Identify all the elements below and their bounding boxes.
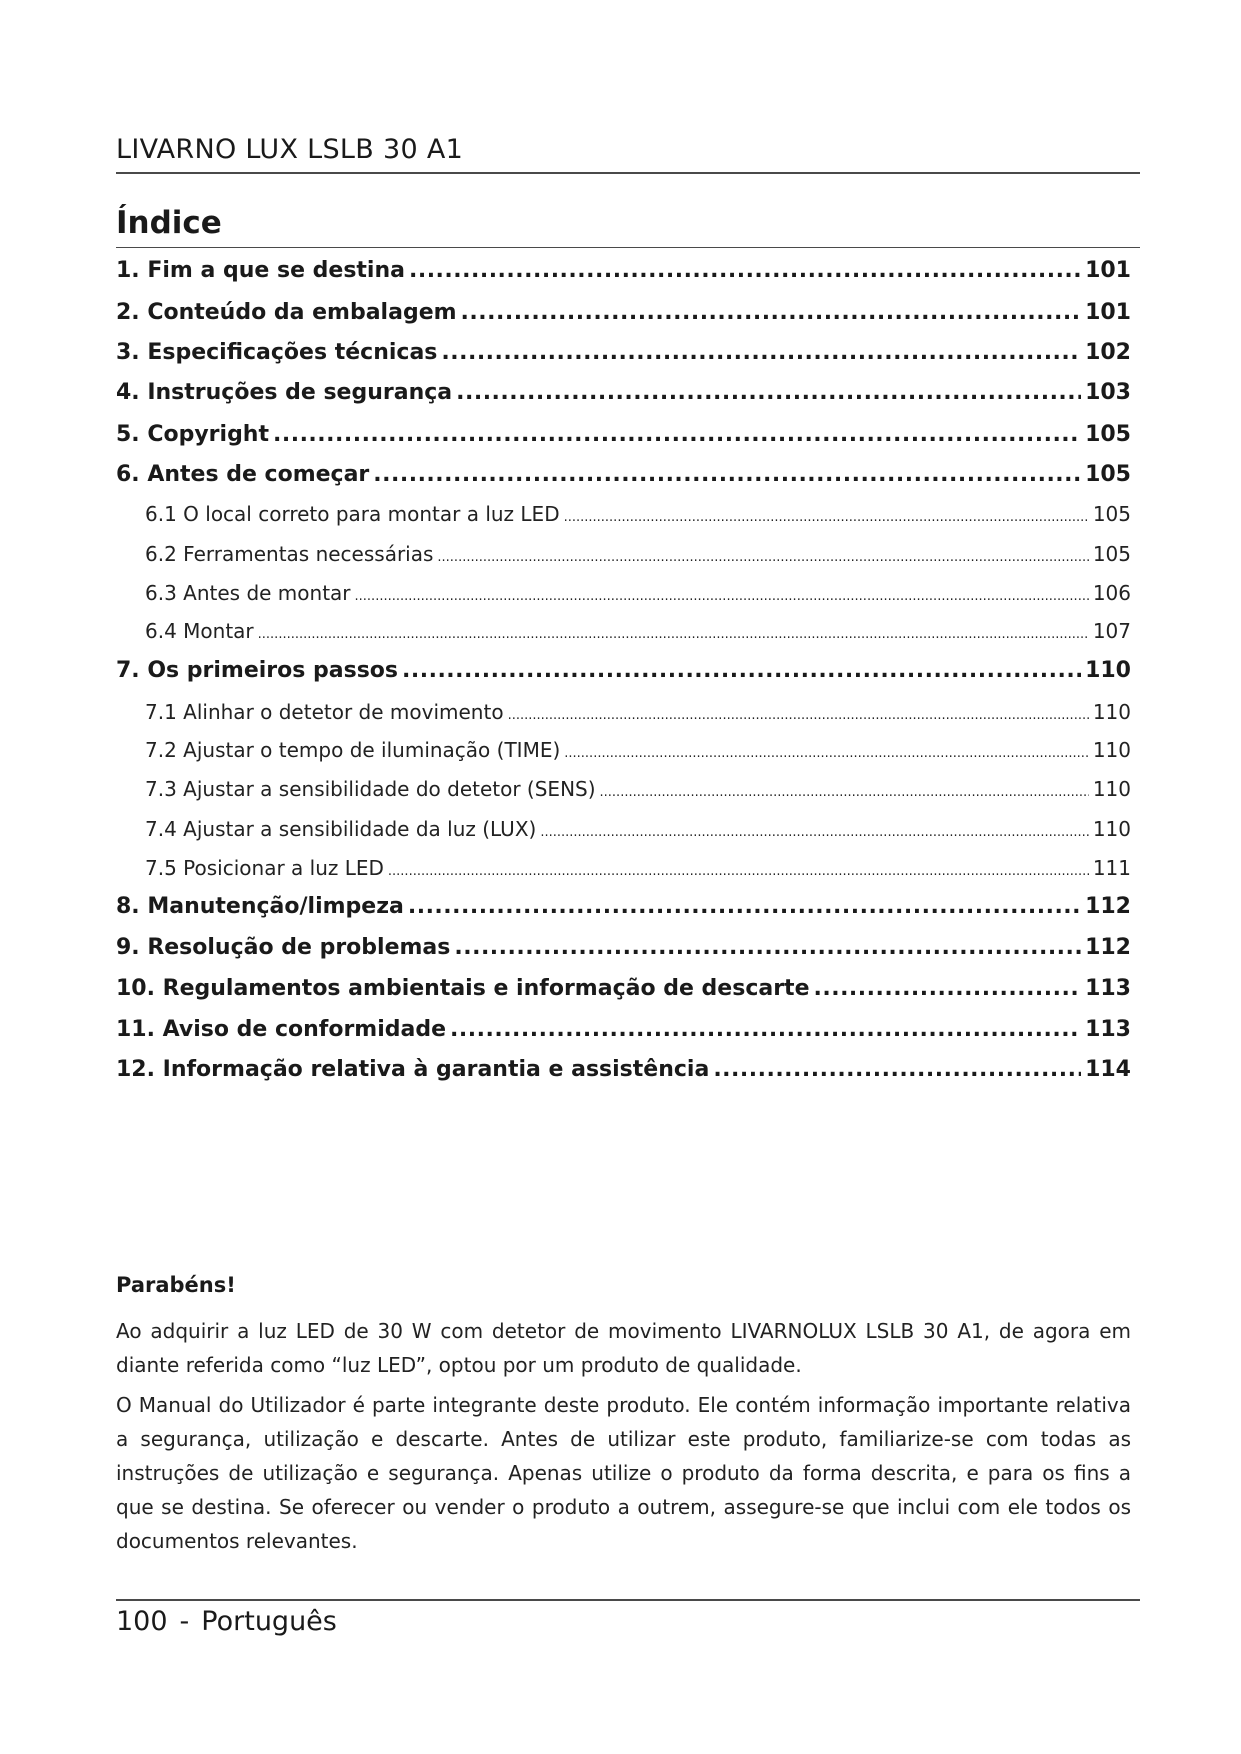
toc-leader-dots <box>454 935 1081 960</box>
toc-entry-label: 6.2 Ferramentas necessárias <box>145 542 434 566</box>
toc-entry-label: 10. Regulamentos ambientais e informação de descarte <box>116 976 810 1001</box>
toc-leader-dots <box>409 258 1081 283</box>
toc-entry-label: 7.1 Alinhar o detetor de movimento <box>145 700 504 724</box>
footer-rule <box>116 1599 1140 1601</box>
toc-page-number: 110 <box>1092 777 1131 801</box>
title-rule <box>116 247 1140 248</box>
toc-leader-dots <box>461 300 1082 325</box>
toc-leader-dots <box>373 462 1081 487</box>
intro-paragraph-2: O Manual do Utilizador é parte integrante deste produto. Ele contém informação importante relativa a segurança, utilização e descarte. Antes de utilizar este produto, familiarize-se com todas as instruções de utilização e segurança. Apenas utilize o produto da forma descrita, e para os fins a que se destina. Se oferecer ou vender o produto a outrem, assegure-se que inclui com ele todos os documentos relevantes. <box>116 1393 1131 1553</box>
toc-entry[interactable] <box>116 935 1131 960</box>
toc-entry-label: 7.2 Ajustar o tempo de iluminação (TIME) <box>145 738 561 762</box>
toc-leader-dots <box>456 380 1081 405</box>
toc-entry[interactable] <box>116 340 1131 365</box>
toc-leader-dots <box>258 619 1089 643</box>
toc-entry[interactable] <box>116 658 1131 683</box>
toc-page-number: 102 <box>1085 340 1131 365</box>
footer-separator: - <box>179 1606 190 1637</box>
toc-entry-label: 6.4 Montar <box>145 619 254 643</box>
page-footer <box>116 1606 337 1637</box>
toc-leader-dots <box>600 777 1089 801</box>
toc-page-number: 105 <box>1085 462 1131 487</box>
toc-entry[interactable] <box>116 1057 1131 1082</box>
toc-subentry[interactable] <box>116 700 1131 724</box>
toc-entry[interactable] <box>116 462 1131 487</box>
toc-leader-dots <box>437 542 1088 566</box>
toc-entry[interactable] <box>116 894 1131 919</box>
header-rule <box>116 172 1140 174</box>
toc-subentry[interactable] <box>116 856 1131 880</box>
toc-entry[interactable] <box>116 258 1131 283</box>
toc-entry-label: 5. Copyright <box>116 422 269 447</box>
toc-entry-label: 8. Manutenção/limpeza <box>116 894 404 919</box>
toc-page-number: 113 <box>1085 1017 1131 1042</box>
toc-leader-dots <box>402 658 1081 683</box>
toc-entry[interactable] <box>116 1017 1131 1042</box>
toc-subentry[interactable] <box>116 817 1131 841</box>
toc-subentry[interactable] <box>116 738 1131 762</box>
toc-leader-dots <box>564 738 1089 762</box>
toc-entry[interactable] <box>116 380 1131 405</box>
toc-subentry[interactable] <box>116 502 1131 526</box>
toc-entry[interactable] <box>116 976 1131 1001</box>
toc-page-number: 105 <box>1092 502 1131 526</box>
toc-leader-dots <box>713 1057 1081 1082</box>
toc-entry-label: 6.1 O local correto para montar a luz LED <box>145 502 560 526</box>
toc-entry-label: 12. Informação relativa à garantia e assistência <box>116 1057 710 1082</box>
toc-page-number: 110 <box>1092 700 1131 724</box>
toc-page-number: 105 <box>1085 422 1131 447</box>
toc-subentry[interactable] <box>116 777 1131 801</box>
toc-entry[interactable] <box>116 300 1131 325</box>
toc-leader-dots <box>540 817 1088 841</box>
toc-subentry[interactable] <box>116 542 1131 566</box>
toc-leader-dots <box>355 581 1089 605</box>
toc-page-number: 114 <box>1085 1057 1131 1082</box>
toc-entry-label: 7. Os primeiros passos <box>116 658 399 683</box>
toc-page-number: 101 <box>1085 258 1131 283</box>
toc-entry-label: 7.4 Ajustar a sensibilidade da luz (LUX) <box>145 817 537 841</box>
toc-subentry[interactable] <box>116 581 1131 605</box>
toc-page-number: 107 <box>1092 619 1131 643</box>
toc-entry-label: 11. Aviso de conformidade <box>116 1017 447 1042</box>
toc-leader-dots <box>450 1017 1081 1042</box>
toc-subentry[interactable] <box>116 619 1131 643</box>
toc-page-number: 112 <box>1085 894 1131 919</box>
toc-leader-dots <box>441 340 1081 365</box>
toc-entry-label: 2. Conteúdo da embalagem <box>116 300 457 325</box>
toc-entry-label: 7.5 Posicionar a luz LED <box>145 856 384 880</box>
intro-heading: Parabéns! <box>116 1273 236 1297</box>
toc-page-number: 110 <box>1085 658 1131 683</box>
toc-entry-label: 9. Resolução de problemas <box>116 935 451 960</box>
intro-paragraph-1: Ao adquirir a luz LED de 30 W com detetor de movimento LIVARNOLUX LSLB 30 A1, de agora em diante referida como “luz LED”, optou por um produto de qualidade. <box>116 1319 1131 1377</box>
toc-page-number: 112 <box>1085 935 1131 960</box>
toc-leader-dots <box>408 894 1081 919</box>
toc-page-number: 101 <box>1085 300 1131 325</box>
toc-leader-dots <box>508 700 1089 724</box>
toc-entry-label: 6. Antes de começar <box>116 462 370 487</box>
toc-leader-dots <box>814 976 1082 1001</box>
toc-entry-label: 4. Instruções de segurança <box>116 380 453 405</box>
page-header: LIVARNO LUX LSLB 30 A1 <box>116 134 464 165</box>
toc-entry-label: 6.3 Antes de montar <box>145 581 351 605</box>
toc-page-number: 110 <box>1092 738 1131 762</box>
toc-entry-label: 1. Fim a que se destina <box>116 258 405 283</box>
page-title: Índice <box>116 205 222 241</box>
toc-page-number: 105 <box>1092 542 1131 566</box>
toc-entry[interactable] <box>116 422 1131 447</box>
toc-leader-dots <box>273 422 1081 447</box>
toc-entry-label: 7.3 Ajustar a sensibilidade do detetor (SENS) <box>145 777 596 801</box>
toc-leader-dots <box>388 856 1089 880</box>
toc-page-number: 103 <box>1085 380 1131 405</box>
toc-page-number: 111 <box>1092 856 1131 880</box>
footer-language: Português <box>201 1606 337 1637</box>
toc-page-number: 113 <box>1085 976 1131 1001</box>
footer-page-number: 100 <box>116 1606 168 1637</box>
toc-page-number: 106 <box>1092 581 1131 605</box>
toc-leader-dots <box>564 502 1089 526</box>
toc-page-number: 110 <box>1092 817 1131 841</box>
toc-entry-label: 3. Especificações técnicas <box>116 340 438 365</box>
